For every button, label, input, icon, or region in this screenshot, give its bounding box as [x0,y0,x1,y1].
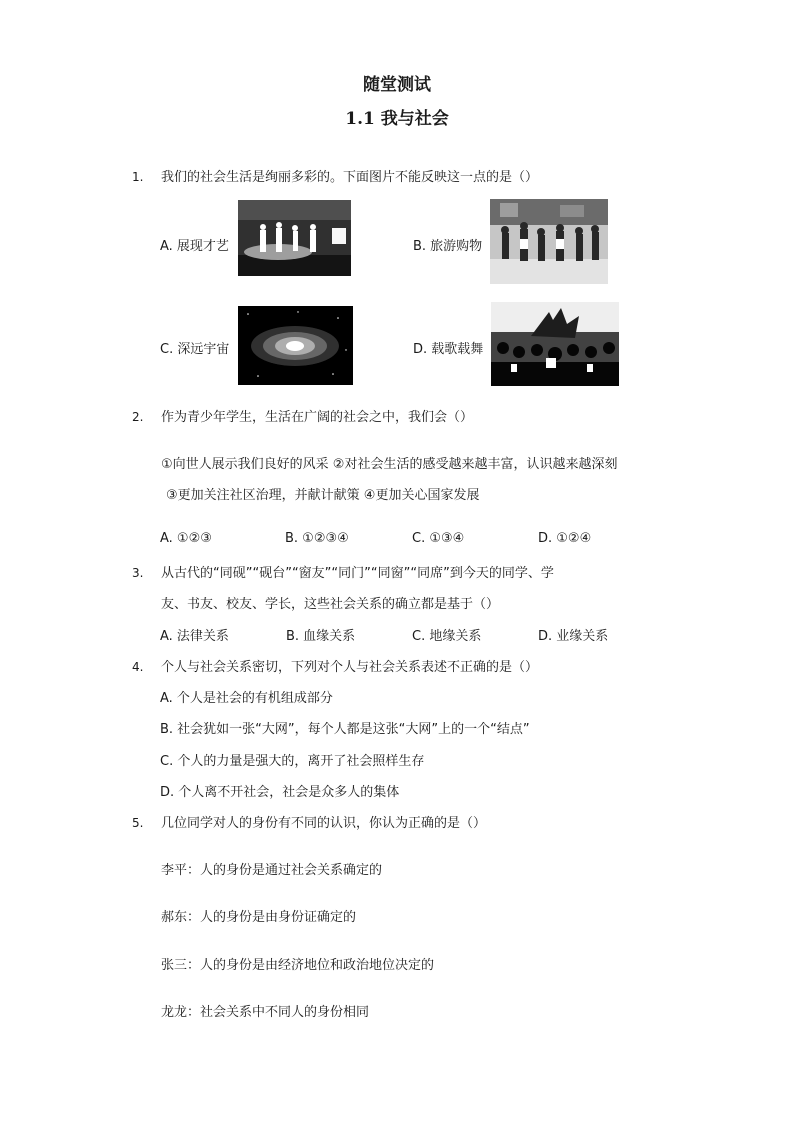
q5-opinion-zhang-san: 张三：人的身份是由经济地位和政治地位决定的 [161,958,435,973]
question-2-stem: 作为青少年学生，生活在广阔的社会之中，我们会（） [161,410,474,425]
q3-option-b: B. 血缘关系 [286,629,356,644]
question-4-stem: 个人与社会关系密切，下列对个人与社会关系表述不正确的是（） [161,660,539,675]
q2-option-c: C. ①③④ [412,531,465,546]
question-5-number: 5. [132,816,144,830]
question-3-stem-line-2: 友、书友、校友、学长，这些社会关系的确立都是基于（） [161,597,500,612]
q3-option-a: A. 法律关系 [160,629,229,644]
q1-option-b-label: B. 旅游购物 [413,239,483,254]
q1-option-a-label: A. 展现才艺 [160,239,229,254]
q2-statement-line-2: ③更加关注社区治理，并献计献策 ④更加关心国家发展 [166,488,480,503]
q1-option-d-label: D. 载歌载舞 [413,342,484,357]
question-4-number: 4. [132,660,144,674]
q4-option-b: B. 社会犹如一张“大网”，每个人都是这张“大网”上的一个“结点” [160,722,530,737]
q2-option-d: D. ①②④ [538,531,592,546]
galaxy-photo [238,306,353,385]
question-3-stem-line-1: 从古代的“同砚”“砚台”“窗友”“同门”“同窗”“同席”到今天的同学、学 [161,566,554,581]
question-1-number: 1. [132,170,144,184]
q3-option-d: D. 业缘关系 [538,629,609,644]
q2-statement-line-1: ①向世人展示我们良好的风采 ②对社会生活的感受越来越丰富，认识越来越深刻 [161,457,618,472]
q3-option-c: C. 地缘关系 [412,629,482,644]
stage-performance-photo [238,200,351,276]
page-title: 随堂测试 [363,75,431,95]
question-2-number: 2. [132,410,144,424]
q1-option-c-label: C. 深远宇宙 [160,342,230,357]
q5-opinion-long-long: 龙龙：社会关系中不同人的身份相同 [161,1005,370,1020]
festival-dance-photo [491,302,619,386]
lesson-title: 1.1 我与社会 [345,109,449,129]
q4-option-a: A. 个人是社会的有机组成部分 [160,691,333,706]
q4-option-d: D. 个人离不开社会，社会是众多人的集体 [160,785,400,800]
question-1-stem: 我们的社会生活是绚丽多彩的。下面图片不能反映这一点的是（） [161,170,539,185]
q2-option-a: A. ①②③ [160,531,212,546]
q4-option-c: C. 个人的力量是强大的，离开了社会照样生存 [160,754,425,769]
shopping-street-photo [490,199,608,284]
q2-option-b: B. ①②③④ [285,531,349,546]
q5-opinion-hao-dong: 郝东：人的身份是由身份证确定的 [161,910,357,925]
question-3-number: 3. [132,566,144,580]
question-5-stem: 几位同学对人的身份有不同的认识，你认为正确的是（） [161,816,487,831]
q5-opinion-li-ping: 李平：人的身份是通过社会关系确定的 [161,863,383,878]
